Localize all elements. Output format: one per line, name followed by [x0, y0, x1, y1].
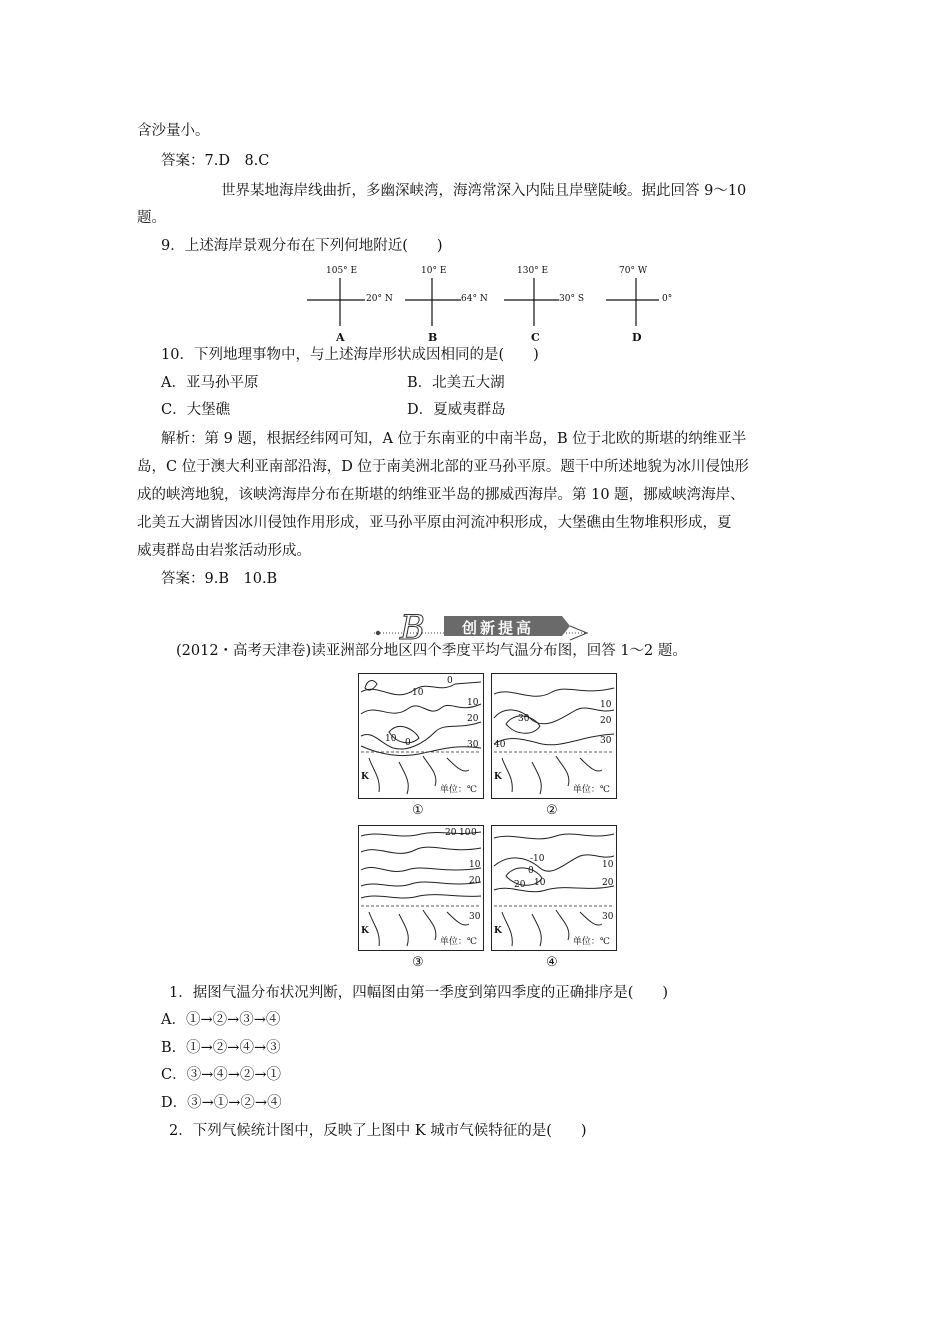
- grid-a-lat: 20° N: [366, 294, 393, 304]
- intro-line-cont: 题。: [137, 210, 166, 226]
- grid-d-cross: [606, 276, 686, 328]
- temperature-map-4: [491, 825, 617, 951]
- map-unit: 单位：℃: [572, 937, 610, 947]
- q1-option-a: A．①→②→③→④: [161, 1012, 281, 1028]
- isotherm-label: 0: [405, 738, 411, 748]
- city-k-label: K: [494, 926, 502, 936]
- temperature-map-3: [358, 825, 484, 951]
- grid-b-letter: B: [428, 331, 438, 344]
- isotherm-label: 10: [600, 700, 612, 710]
- grid-c-letter: C: [531, 331, 540, 344]
- map-caption-3: ③: [412, 955, 424, 970]
- q1-option-d: D．③→①→②→④: [161, 1095, 282, 1111]
- isotherm-label: 10: [534, 878, 546, 888]
- answer-line: 答案：7.D 8.C: [161, 153, 270, 169]
- isotherm-label: 20: [469, 876, 481, 886]
- isotherm-label: 0: [528, 866, 534, 876]
- isotherm-label: 10: [467, 698, 479, 708]
- grid-b-lat: 64° N: [461, 294, 488, 304]
- isotherm-label: 10: [469, 860, 481, 870]
- grid-a-lon: 105° E: [326, 266, 358, 276]
- isotherm-label: 20: [600, 716, 612, 726]
- analysis-line: 威夷群岛由岩浆活动形成。: [137, 543, 311, 559]
- question-9: 9．上述海岸景观分布在下列何地附近( ): [161, 238, 443, 254]
- section-intro: (2012・高考天津卷)读亚洲部分地区四个季度平均气温分布图，回答 1～2 题。: [176, 643, 687, 659]
- isotherm-label: 0: [471, 828, 477, 838]
- map-unit: 单位：℃: [572, 785, 610, 795]
- map-unit: 单位：℃: [439, 785, 477, 795]
- isotherm-label: 20: [445, 828, 457, 838]
- isotherm-label: 30: [600, 736, 612, 746]
- isotherm-label: 30: [469, 912, 481, 922]
- isotherm-label: 40: [494, 740, 506, 750]
- map-caption-1: ①: [412, 803, 424, 818]
- section-banner: [372, 608, 592, 648]
- grid-d-letter: D: [632, 331, 642, 344]
- map-caption-2: ②: [546, 803, 558, 818]
- q10-option-b: B．北美五大湖: [407, 375, 505, 391]
- analysis-line: 北美五大湖皆因冰川侵蚀作用形成，亚马孙平原由河流冲积形成，大堡礁由生物堆积形成，夏: [137, 515, 732, 531]
- isotherm-label: 20: [602, 878, 614, 888]
- analysis-line: 解析：第 9 题，根据经纬网可知，A 位于东南亚的中南半岛，B 位于北欧的斯堪的纳维亚半: [161, 431, 747, 447]
- grid-c-lat: 30° S: [559, 294, 584, 304]
- question-2: 2．下列气候统计图中，反映了上图中 K 城市气候特征的是( ): [169, 1123, 587, 1139]
- grid-a-letter: A: [336, 331, 345, 344]
- city-k-label: K: [361, 772, 369, 782]
- q10-option-d: D．夏威夷群岛: [407, 402, 506, 418]
- grid-d-lon: 70° W: [619, 266, 648, 276]
- grid-c-lon: 130° E: [517, 266, 549, 276]
- map-caption-4: ④: [546, 955, 558, 970]
- text-line: 含沙量小。: [137, 123, 210, 139]
- isotherm-label: 30: [518, 714, 530, 724]
- isotherm-label: -10: [530, 854, 545, 864]
- grid-d-lat: 0°: [662, 294, 673, 304]
- isotherm-label: 10: [385, 734, 397, 744]
- isotherm-label: 10: [602, 860, 614, 870]
- city-k-label: K: [361, 926, 369, 936]
- intro-line: 世界某地海岸线曲折，多幽深峡湾，海湾常深入内陆且岸壁陡峻。据此回答 9～10: [221, 183, 747, 199]
- answer-line: 答案：9.B 10.B: [161, 571, 278, 587]
- isotherm-label: 0: [447, 676, 453, 686]
- isotherm-label: -10: [409, 688, 424, 698]
- q10-option-a: A．亚马孙平原: [161, 375, 259, 391]
- question-10: 10．下列地理事物中，与上述海岸形状成因相同的是( ): [161, 347, 539, 363]
- analysis-line: 成的峡湾地貌，该峡湾海岸分布在斯堪的纳维亚半岛的挪威西海岸。第 10 题，挪威峡湾海岸、: [137, 487, 745, 503]
- temperature-map-2: [491, 673, 617, 799]
- isotherm-label: 30: [467, 740, 479, 750]
- q1-option-b: B．①→②→④→③: [161, 1040, 281, 1056]
- map-unit: 单位：℃: [439, 937, 477, 947]
- isotherm-label: 30: [602, 912, 614, 922]
- city-k-label: K: [494, 772, 502, 782]
- isotherm-label: 20: [467, 714, 479, 724]
- banner-title: 创新提高: [462, 619, 535, 637]
- q1-option-c: C．③→④→②→①: [161, 1067, 282, 1083]
- temperature-map-1: [358, 673, 484, 799]
- grid-b-lon: 10° E: [421, 266, 447, 276]
- q10-option-c: C．大堡礁: [161, 402, 231, 418]
- banner-letter: B: [400, 608, 425, 648]
- isotherm-label: 20: [514, 880, 526, 890]
- isotherm-label: 10: [459, 828, 471, 838]
- question-1: 1．据图气温分布状况判断，四幅图由第一季度到第四季度的正确排序是( ): [169, 985, 669, 1001]
- analysis-line: 岛，C 位于澳大利亚南部沿海，D 位于南美洲北部的亚马孙平原。题干中所述地貌为冰川侵蚀形: [137, 459, 749, 475]
